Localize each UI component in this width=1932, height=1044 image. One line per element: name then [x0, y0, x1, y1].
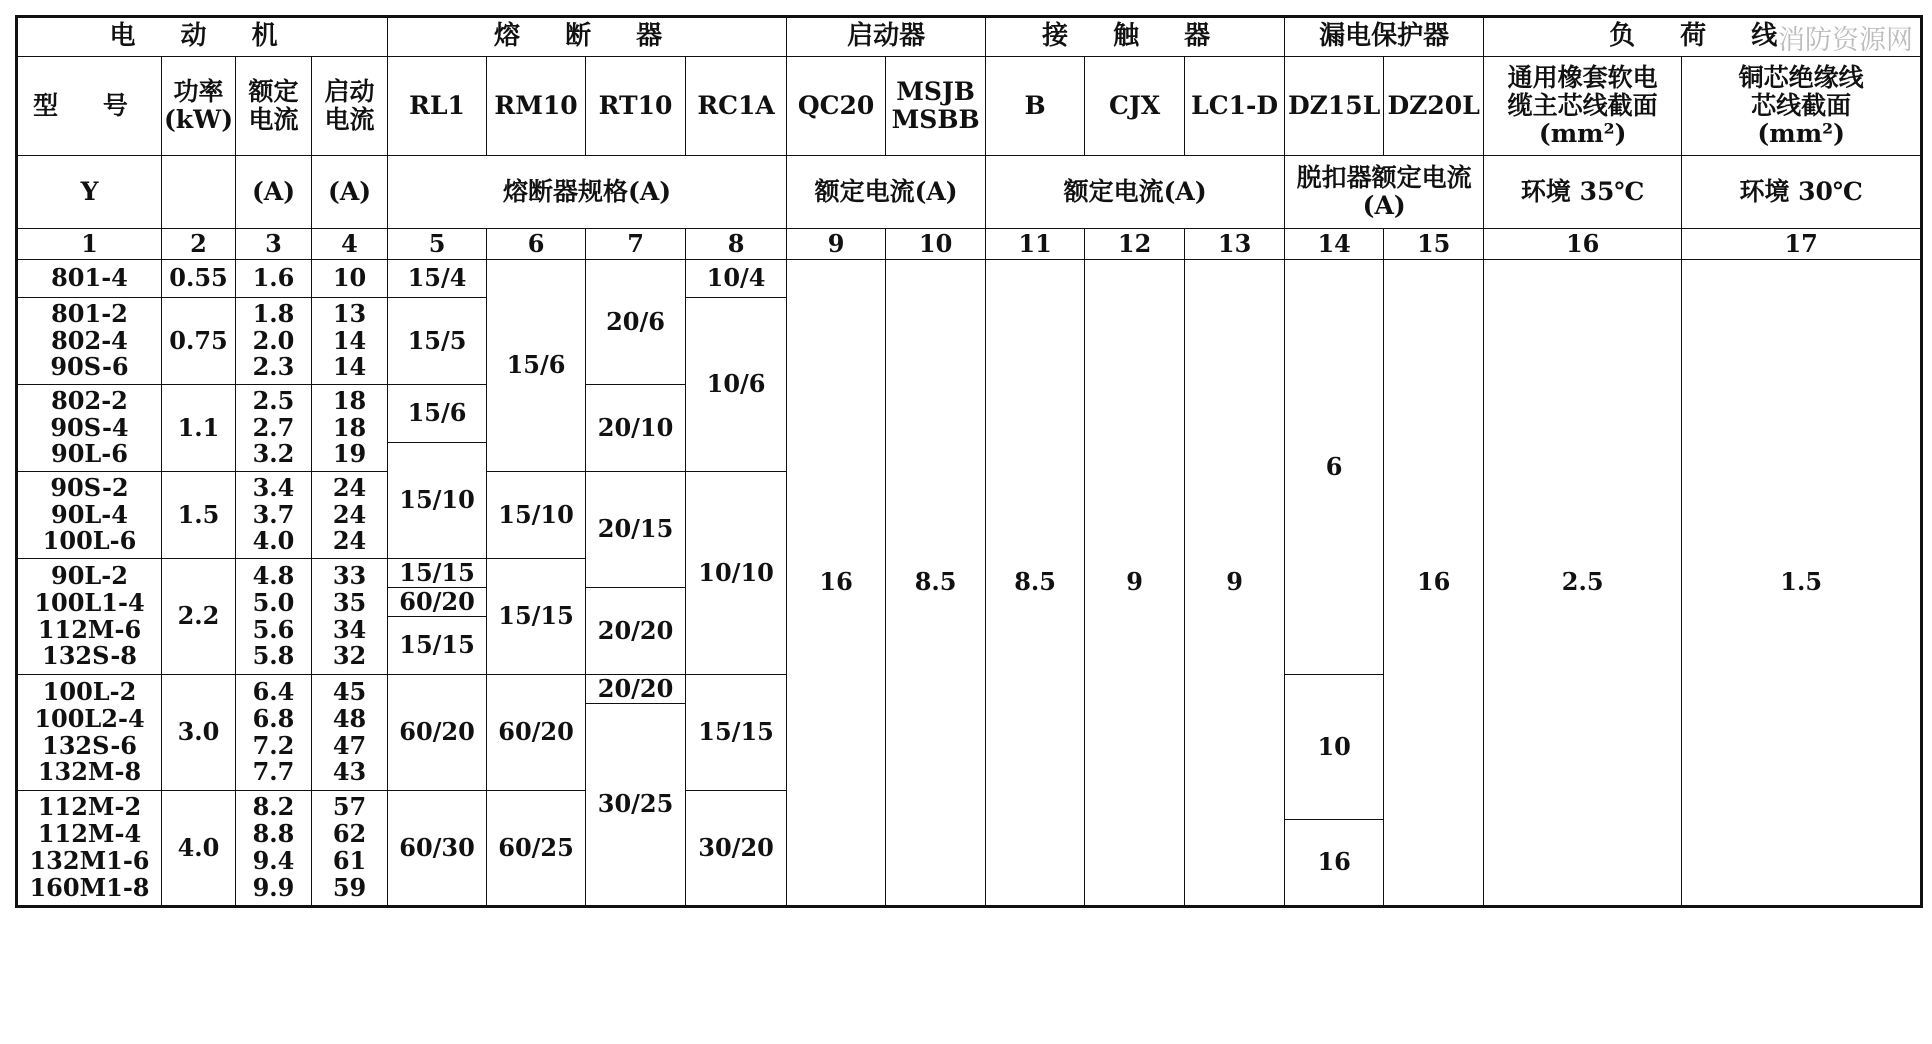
- header-start-current: 启动 电流: [312, 57, 388, 156]
- rl1-cell: 15/6: [388, 385, 487, 443]
- header-qc20: QC20: [787, 57, 886, 156]
- column-number: 2: [162, 229, 236, 260]
- unit-rcd-rated: 脱扣器额定电流 (A): [1285, 156, 1484, 229]
- power-cell: 2.2: [162, 559, 236, 675]
- header-rc1a: RC1A: [686, 57, 787, 156]
- rl1-cell: 15/4: [388, 260, 487, 298]
- model-cell: 802-2 90S-4 90L-6: [17, 385, 162, 472]
- column-number: 1: [17, 229, 162, 260]
- rc1a-cell: 10/6: [686, 298, 787, 472]
- rt10-cell: 20/10: [586, 385, 686, 472]
- power-cell: 0.75: [162, 298, 236, 385]
- rated-current-cell: 8.2 8.8 9.4 9.9: [236, 791, 312, 907]
- group-starter: 启动器: [787, 17, 986, 57]
- header-dz15l: DZ15L: [1285, 57, 1384, 156]
- rl1-cell: 60/20: [388, 675, 487, 791]
- dz15l-cell: 10: [1285, 675, 1384, 820]
- column-number: 9: [787, 229, 886, 260]
- header-rm10: RM10: [487, 57, 586, 156]
- rm10-cell: 15/6: [487, 260, 586, 472]
- unit-model: Y: [17, 156, 162, 229]
- rt10-cell: 20/20: [586, 588, 686, 675]
- b-cell: 8.5: [986, 260, 1085, 907]
- cable-cell: 2.5: [1484, 260, 1682, 907]
- watermark: 消防资源网: [1778, 25, 1913, 55]
- rt10-cell: 20/15: [586, 472, 686, 588]
- column-number: 4: [312, 229, 388, 260]
- motor-protection-table: [15, 15, 1920, 1030]
- model-cell: 801-4: [17, 260, 162, 298]
- rl1-cell: 15/10: [388, 443, 487, 559]
- rl1-cell: 15/5: [388, 298, 487, 385]
- column-number: 3: [236, 229, 312, 260]
- unit-contactor-rated: 额定电流(A): [986, 156, 1285, 229]
- group-motor: 电 动 机: [17, 17, 388, 57]
- start-current-cell: 33 35 34 32: [312, 559, 388, 675]
- header-dz20l: DZ20L: [1384, 57, 1484, 156]
- unit-power: [162, 156, 236, 229]
- start-current-cell: 45 48 47 43: [312, 675, 388, 791]
- column-number: 5: [388, 229, 487, 260]
- group-load: 负 荷 线: [1484, 17, 1922, 57]
- rated-current-cell: 3.4 3.7 4.0: [236, 472, 312, 559]
- model-cell: 100L-2 100L2-4 132S-6 132M-8: [17, 675, 162, 791]
- column-number: 14: [1285, 229, 1384, 260]
- rm10-cell: 15/10: [487, 472, 586, 559]
- header-wire: 铜芯绝缘线 芯线截面 (mm²): [1682, 57, 1922, 156]
- start-current-cell: 57 62 61 59: [312, 791, 388, 907]
- power-cell: 1.5: [162, 472, 236, 559]
- column-number: 12: [1085, 229, 1185, 260]
- group-fuse: 熔 断 器: [388, 17, 787, 57]
- subheader-row: [17, 57, 1922, 156]
- column-number: 10: [886, 229, 986, 260]
- dz15l-cell: 6: [1285, 260, 1384, 675]
- header-b: B: [986, 57, 1085, 156]
- rc1a-cell: 15/15: [686, 675, 787, 791]
- power-cell: 0.55: [162, 260, 236, 298]
- group-contactor: 接 触 器: [986, 17, 1285, 57]
- rated-current-cell: 1.8 2.0 2.3: [236, 298, 312, 385]
- column-number: 13: [1185, 229, 1285, 260]
- rc1a-cell: 10/4: [686, 260, 787, 298]
- rl1-cell: 15/15: [388, 617, 487, 675]
- msjb-cell: 8.5: [886, 260, 986, 907]
- unit-cable-env: 环境 35℃: [1484, 156, 1682, 229]
- rated-current-cell: 4.8 5.0 5.6 5.8: [236, 559, 312, 675]
- rm10-cell: 15/15: [487, 559, 586, 675]
- column-number: 17: [1682, 229, 1922, 260]
- column-number: 11: [986, 229, 1085, 260]
- model-cell: 90S-2 90L-4 100L-6: [17, 472, 162, 559]
- rc1a-cell: 30/20: [686, 791, 787, 907]
- header-rt10: RT10: [586, 57, 686, 156]
- start-current-cell: 13 14 14: [312, 298, 388, 385]
- group-header-row: [17, 17, 1922, 57]
- header-rl1: RL1: [388, 57, 487, 156]
- header-rated-current: 额定 电流: [236, 57, 312, 156]
- dz15l-cell: 16: [1285, 820, 1384, 907]
- power-cell: 4.0: [162, 791, 236, 907]
- group-rcd: 漏电保护器: [1285, 17, 1484, 57]
- rated-current-cell: 6.4 6.8 7.2 7.7: [236, 675, 312, 791]
- column-number: 15: [1384, 229, 1484, 260]
- header-model: 型 号: [17, 57, 162, 156]
- header-power: 功率 (kW): [162, 57, 236, 156]
- column-number: 16: [1484, 229, 1682, 260]
- rl1-cell: 60/20: [388, 588, 487, 617]
- model-cell: 801-2 802-4 90S-6: [17, 298, 162, 385]
- rl1-cell: 15/15: [388, 559, 487, 588]
- header-lc1d: LC1-D: [1185, 57, 1285, 156]
- header-cable: 通用橡套软电 缆主芯线截面 (mm²): [1484, 57, 1682, 156]
- start-current-cell: 10: [312, 260, 388, 298]
- unit-row: [17, 156, 1922, 229]
- power-cell: 3.0: [162, 675, 236, 791]
- unit-rated-current: (A): [236, 156, 312, 229]
- header-msjb: MSJB MSBB: [886, 57, 986, 156]
- cjx-cell: 9: [1085, 260, 1185, 907]
- rt10-cell: 20/20: [586, 675, 686, 704]
- column-number: 6: [487, 229, 586, 260]
- lc1d-cell: 9: [1185, 260, 1285, 907]
- model-cell: 112M-2 112M-4 132M1-6 160M1-8: [17, 791, 162, 907]
- start-current-cell: 24 24 24: [312, 472, 388, 559]
- rt10-cell: 20/6: [586, 260, 686, 385]
- rt10-cell: 30/25: [586, 704, 686, 907]
- column-number-row: [17, 229, 1922, 260]
- column-number: 7: [586, 229, 686, 260]
- rm10-cell: 60/20: [487, 675, 586, 791]
- power-cell: 1.1: [162, 385, 236, 472]
- column-number: 8: [686, 229, 787, 260]
- wire-cell: 1.5: [1682, 260, 1922, 907]
- dz20l-cell: 16: [1384, 260, 1484, 907]
- rm10-cell: 60/25: [487, 791, 586, 907]
- rated-current-cell: 2.5 2.7 3.2: [236, 385, 312, 472]
- rc1a-cell: 10/10: [686, 472, 787, 675]
- qc20-cell: 16: [787, 260, 886, 907]
- start-current-cell: 18 18 19: [312, 385, 388, 472]
- model-cell: 90L-2 100L1-4 112M-6 132S-8: [17, 559, 162, 675]
- rl1-cell: 60/30: [388, 791, 487, 907]
- rated-current-cell: 1.6: [236, 260, 312, 298]
- unit-start-current: (A): [312, 156, 388, 229]
- unit-wire-env: 环境 30℃: [1682, 156, 1922, 229]
- header-cjx: CJX: [1085, 57, 1185, 156]
- unit-fuse-spec: 熔断器规格(A): [388, 156, 787, 229]
- unit-starter-rated: 额定电流(A): [787, 156, 986, 229]
